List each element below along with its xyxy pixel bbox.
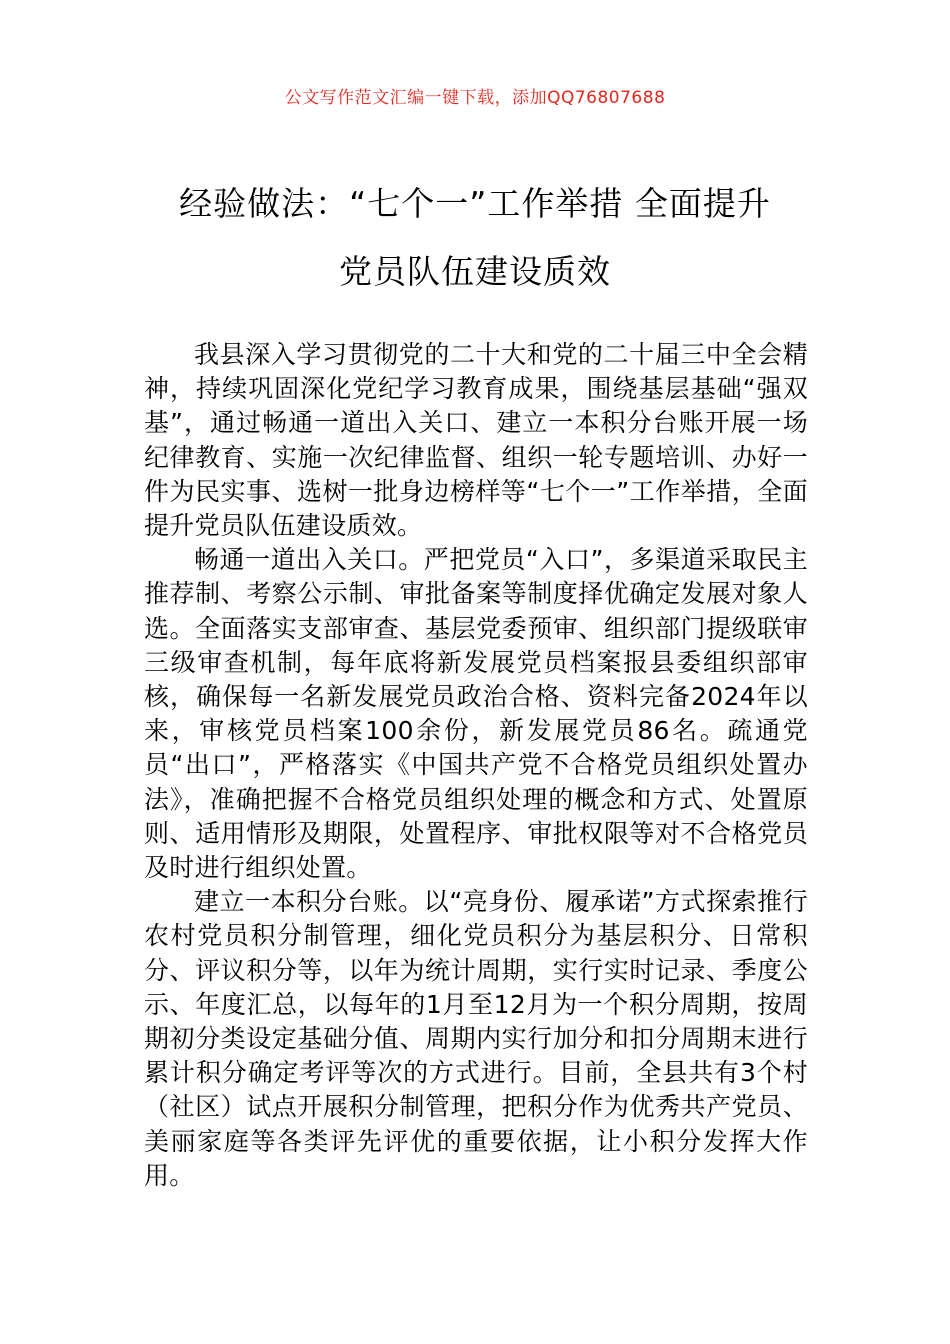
paragraph-points-ledger: 建立一本积分台账。以“亮身份、履承诺”方式探索推行农村党员积分制管理，细化党员积分为基层积分、日常积分、评议积分等，以年为统计周期，实行实时记录、季度公示、年度汇总，以每年的1月至12月为一个积分周期，按周期初分类设定基础分值、周期内实行加分和扣分周期末进行累计积分确定考评等次的方式进行。目前，全县共有3个村（社区）试点开展积分制管理，把积分作为优秀共产党员、美丽家庭等各类评先评优的重要依据，让小积分发挥大作用。 <box>144 887 808 1190</box>
paragraph-entry-exit: 畅通一道出入关口。严把党员“入口”，多渠道采取民主推荐制、考察公示制、审批备案等制度择优确定发展对象人选。全面落实支部审查、基层党委预审、组织部门提级联审三级审查机制，每年底将新发展党员档案报县委组织部审核，确保每一名新发展党员政治合格、资料完备2024年以来，审核党员档案100余份，新发展党员86名。疏通党员“出口”，严格落实《中国共产党不合格党员组织处置办法》，准确把握不合格党员组织处理的概念和方式、处置原则、适用情形及期限，处置程序、审批权限等对不合格党员及时进行组织处置。 <box>144 545 808 883</box>
document-title-line-2: 党员队伍建设质效 <box>339 252 611 291</box>
document-body <box>144 338 808 1193</box>
paragraph-intro: 我县深入学习贯彻党的二十大和党的二十届三中全会精神，持续巩固深化党纪学习教育成果，围绕基层基础“强双基”，通过畅通一道出入关口、建立一本积分台账开展一场纪律教育、实施一次纪律监督、组织一轮专题培训、办好一件为民实事、选树一批身边榜样等“七个一”工作举措，全面提升党员队伍建设质效。 <box>144 340 808 541</box>
download-notice: 公文写作范文汇编一键下载，添加QQ76807688 <box>284 88 666 108</box>
document-title-line-1: 经验做法：“七个一”工作举措 全面提升 <box>179 184 771 223</box>
